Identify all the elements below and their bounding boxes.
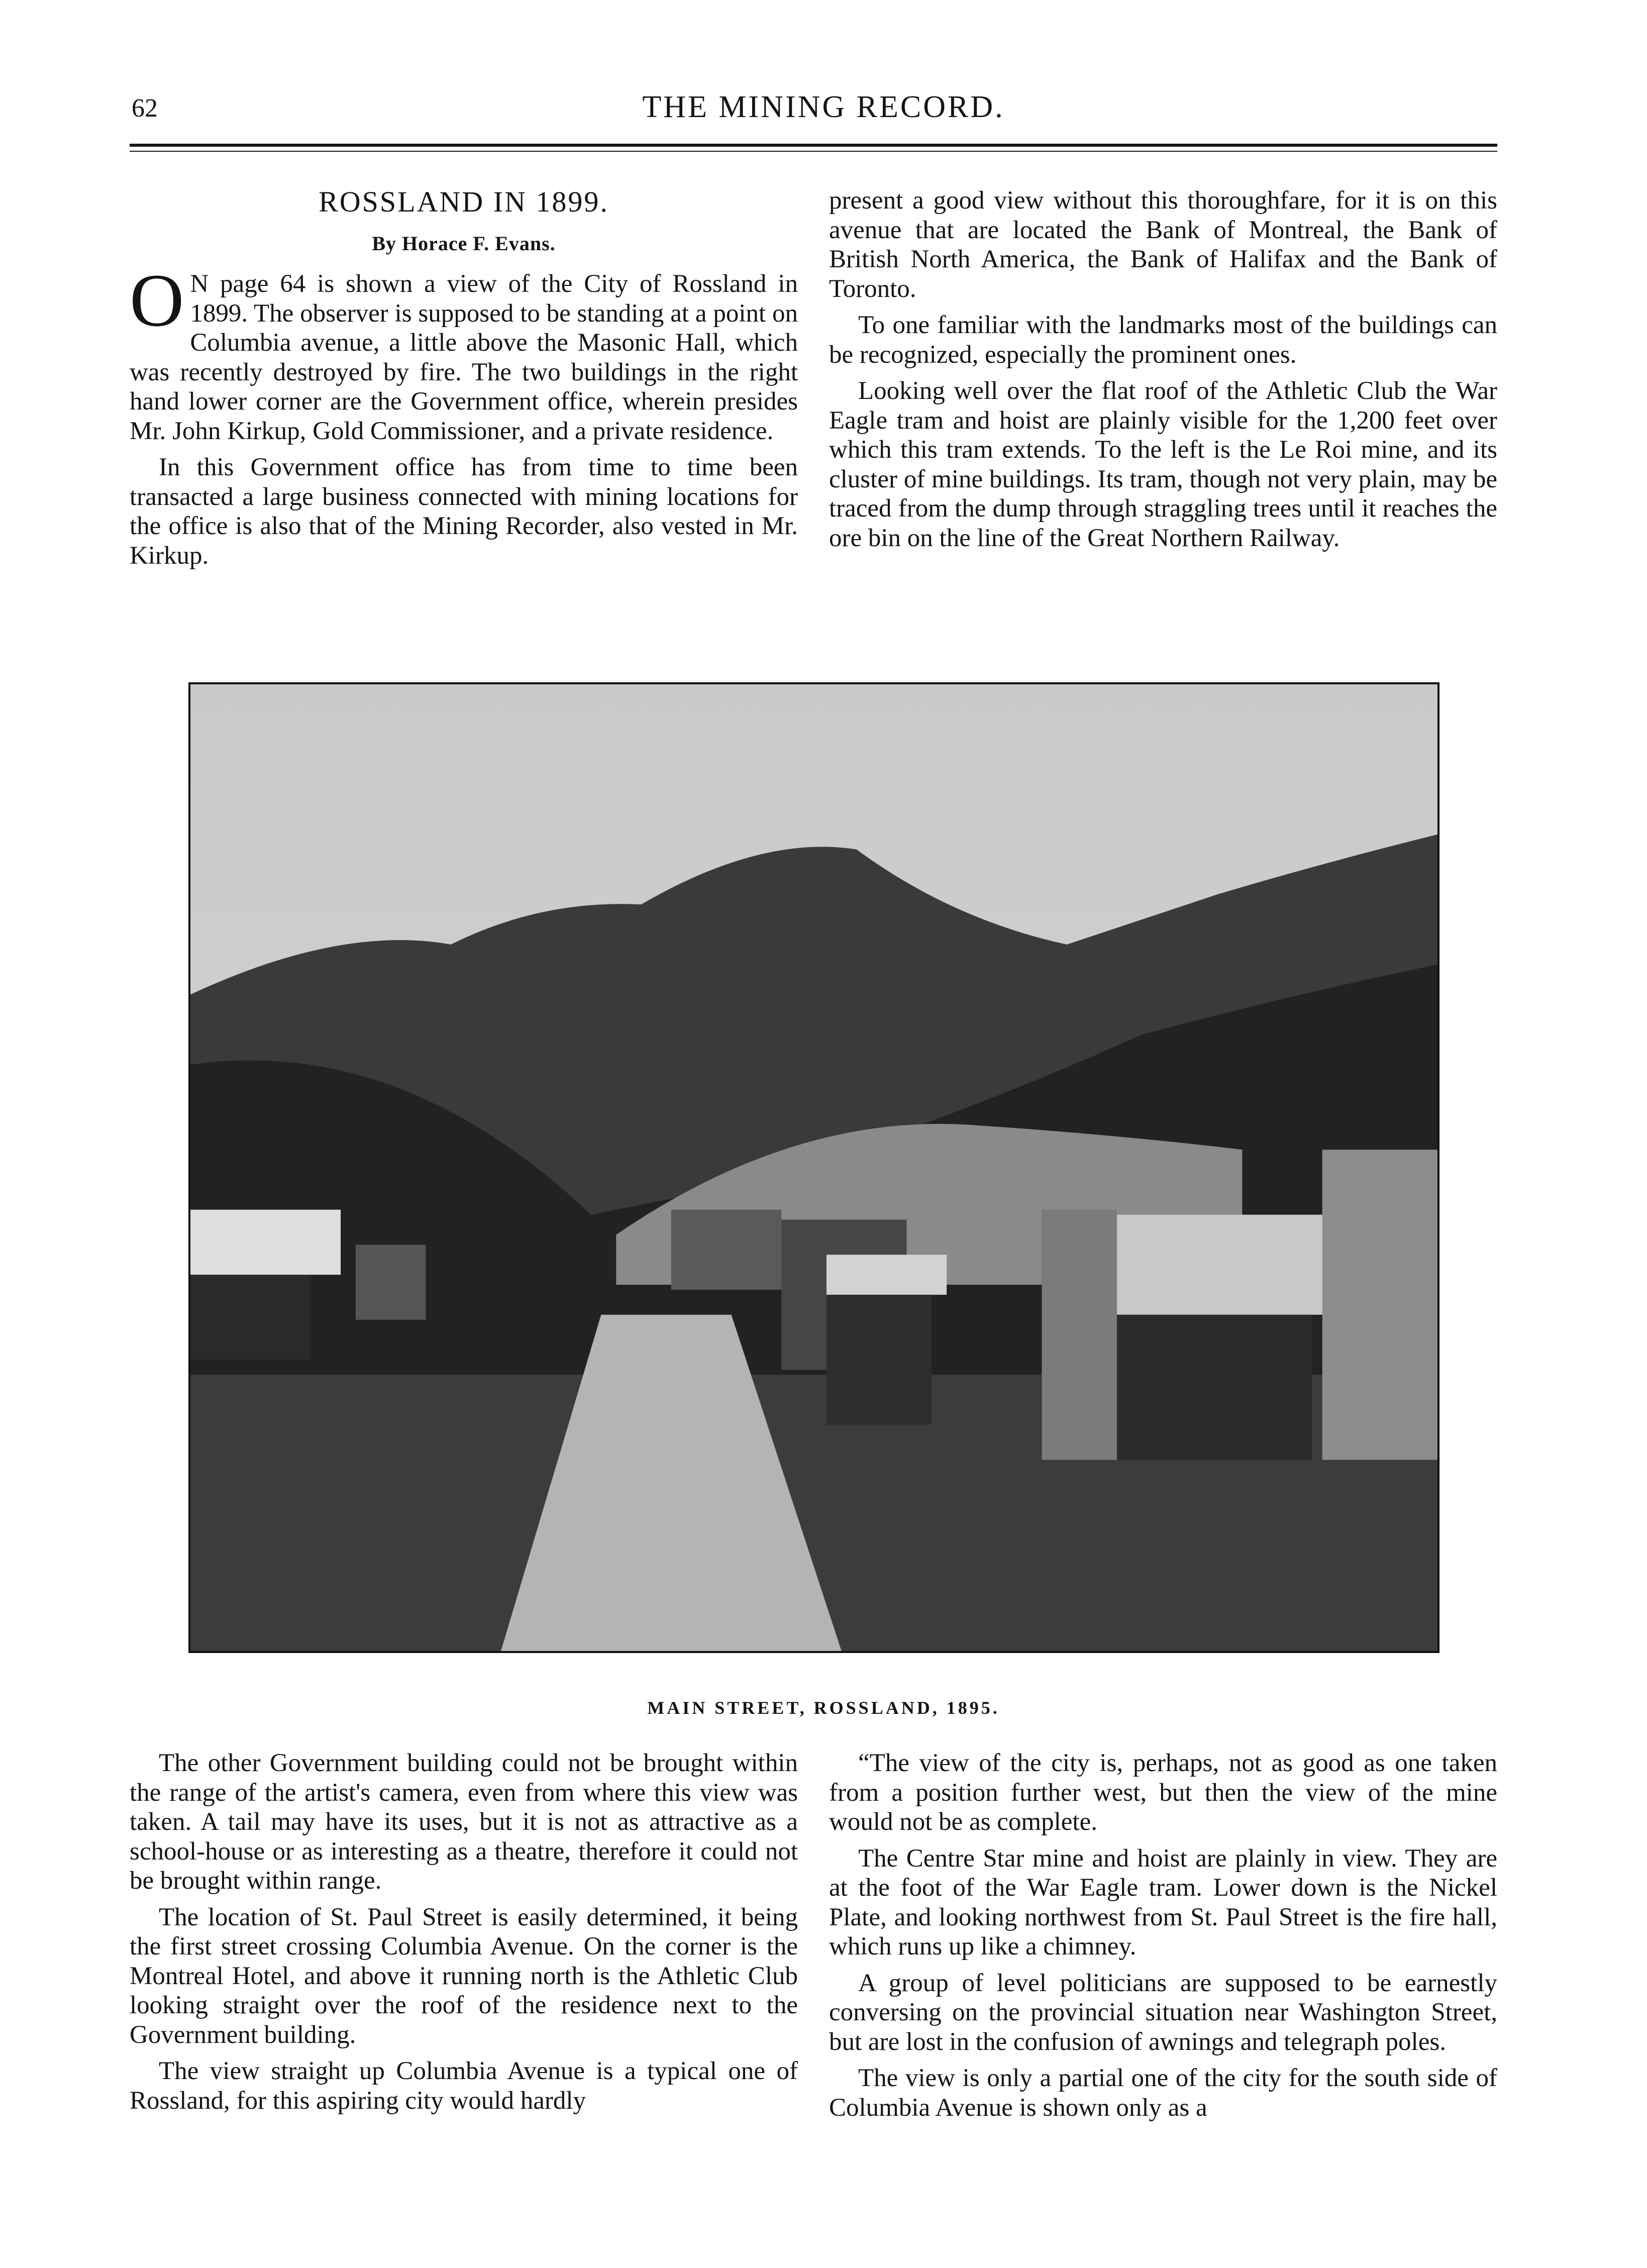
column-top-right [829, 186, 1497, 553]
paragraph: In this Government office has from time to time been transacted a large business connected with mining locations for the office is also that of the Mining Recorder, also vested in Mr. Kirkup. [130, 453, 798, 570]
paragraph: The other Government building could not be brought within the range of the artist's camera, even from where this view was taken. A tail may have its uses, but it is not as attractive as a school-house or as interesting as a theatre, therefore it could not be brought within range. [130, 1749, 798, 1895]
page-number: 62 [132, 94, 158, 123]
article-title: ROSSLAND IN 1899. [319, 185, 609, 218]
header-rule-thick [130, 144, 1497, 147]
column-bottom-right [829, 1748, 1497, 2122]
paragraph: To one familiar with the landmarks most of the buildings can be recognized, especially the prominent ones. [829, 311, 1497, 369]
paragraph: Looking well over the flat roof of the Athletic Club the War Eagle tram and hoist are plainly visible for the 1,200 feet over which this tram extends. To the left is the Le Roi mine, and its cluster of mine buildings. Its tram, though not very plain, may be traced from the dump through straggling trees until it reaches the ore bin on the line of the Great Northern Railway. [829, 377, 1497, 552]
header-rule-thin [130, 151, 1497, 152]
paragraph: The Centre Star mine and hoist are plainly in view. They are at the foot of the War Eagle tram. Lower down is the Nickel Plate, and looking northwest from St. Paul Street is the fire hall, which runs up like a chimney. [829, 1844, 1497, 1961]
paragraph [130, 259, 798, 446]
paragraph: The view is only a partial one of the city for the south side of Columbia Avenue is shown only as a [829, 2064, 1497, 2122]
photograph-main-street [188, 682, 1439, 1653]
photo-illustration [190, 684, 1437, 1651]
paragraph: A group of level politicians are supposed to be earnestly conversing on the provincial situation near Washington Street, but are lost in the confusion of awnings and telegraph poles. [829, 1969, 1497, 2056]
column-bottom-left [130, 1748, 798, 2115]
paragraph: The view straight up Columbia Avenue is a typical one of Rossland, for this aspiring city would hardly [130, 2057, 798, 2115]
article-byline: By Horace F. Evans. [372, 232, 556, 255]
photo-caption: MAIN STREET, ROSSLAND, 1895. [647, 1698, 1000, 1718]
paragraph: present a good view without this thoroughfare, for it is on this avenue that are located the Bank of Montreal, the Bank of British North America, the Bank of Halifax and the Bank of Toronto. [829, 186, 1497, 303]
paragraph: The location of St. Paul Street is easily determined, it being the first street crossing Columbia Avenue. On the corner is the Montreal Hotel, and above it running north is the Athletic Club looking straight over the roof of the residence next to the Government building. [130, 1903, 798, 2049]
column-top-left [130, 186, 798, 570]
paragraph: “The view of the city is, perhaps, not as good as one taken from a position further west, but then the view of the mine would not be as complete. [829, 1749, 1497, 1836]
paragraph-text: N page 64 is shown a view of the City of Rossland in 1899. The observer is supposed to be standing at a point on Columbia avenue, a little above the Masonic Hall, which was recently destroyed by fire. The two buildings in the right hand lower corner are the Government office, wherein presides Mr. John Kirkup, Gold Commissioner, and a private residence. [130, 270, 798, 445]
running-head: THE MINING RECORD. [642, 90, 1005, 124]
drop-cap: O [130, 259, 184, 342]
